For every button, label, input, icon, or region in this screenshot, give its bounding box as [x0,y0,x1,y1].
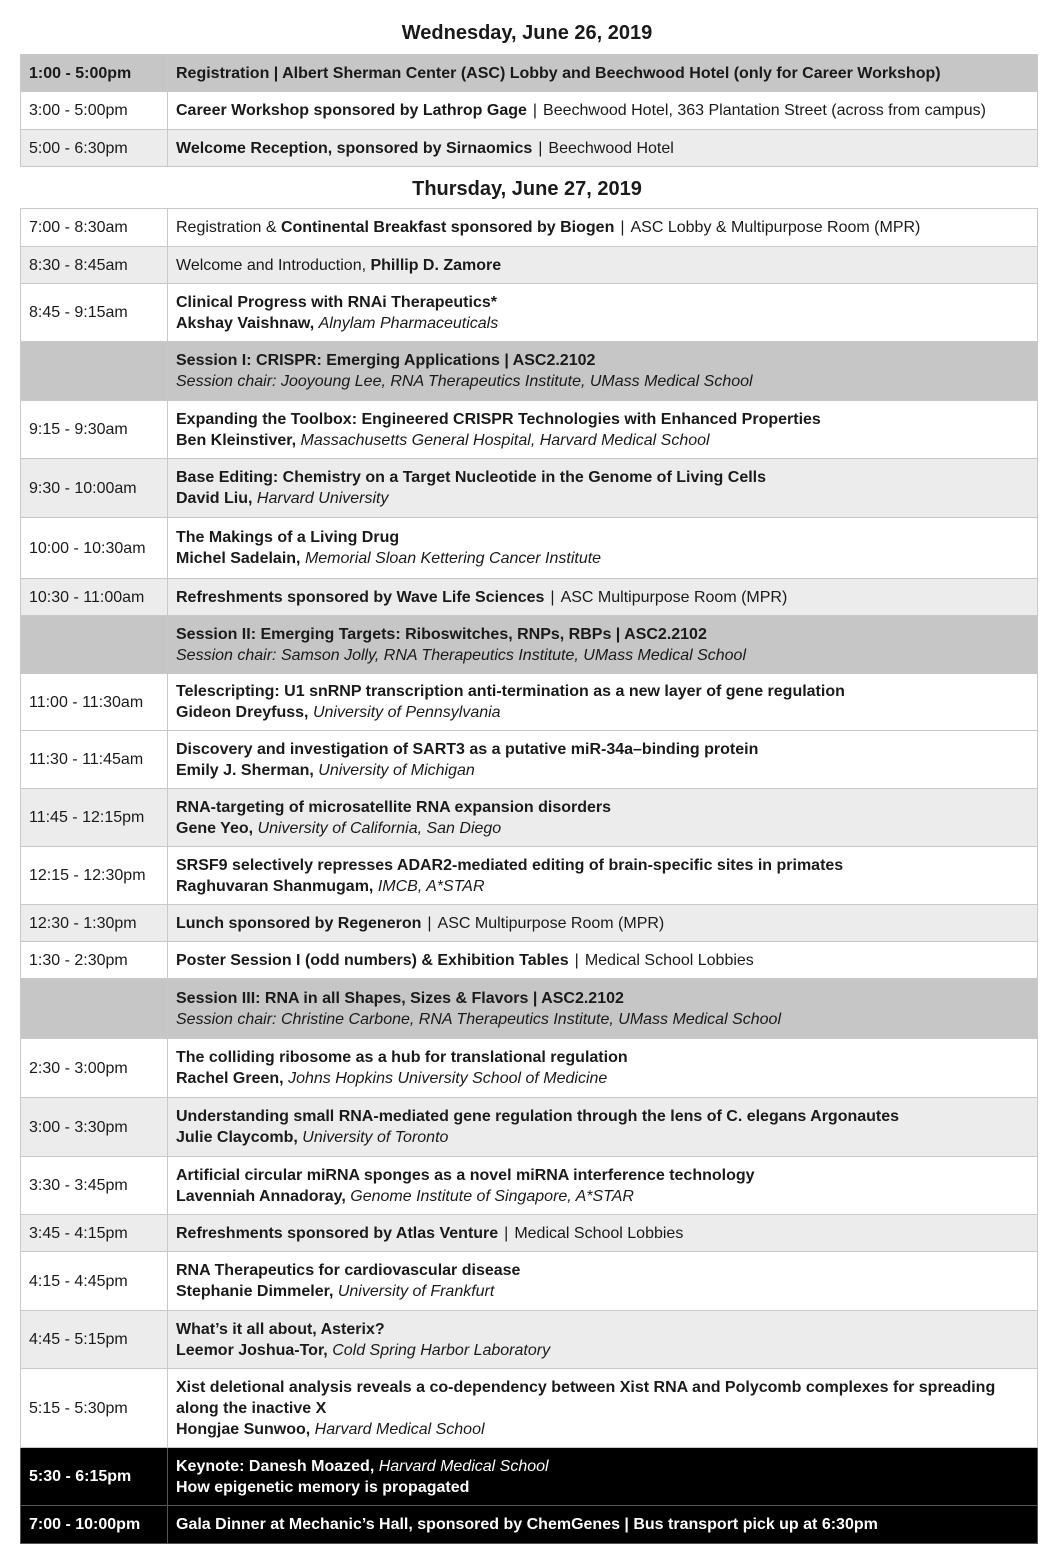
event-cell [168,789,1038,847]
time-cell: 11:00 - 11:30am [21,674,168,731]
time-cell: 7:00 - 10:00pm [21,1506,168,1544]
table-row [21,942,1038,979]
event-title: Registration | Albert Sherman Center (ASC) Lobby and Beechwood Hotel (only for Career Workshop) [176,64,941,82]
time-cell [21,616,168,674]
time-cell: 4:15 - 4:45pm [21,1252,168,1311]
time-cell: 3:30 - 3:45pm [21,1157,168,1215]
time-cell: 10:00 - 10:30am [21,518,168,579]
event-cell [168,55,1038,92]
talk-title: Discovery and investigation of SART3 as a putative miR-34a–binding protein [176,740,759,758]
talk-title: Expanding the Toolbox: Engineered CRISPR Technologies with Enhanced Properties [176,410,821,428]
talk-title: The Makings of a Living Drug [176,529,400,546]
time-cell: 12:30 - 1:30pm [21,905,168,942]
event-location: Beechwood Hotel, 363 Plantation Street (across from campus) [543,102,986,119]
session-title: Session I: CRISPR: Emerging Applications | ASC2.2102 [176,352,596,369]
event-cell [168,674,1038,731]
table-row [21,518,1038,579]
thursday-schedule-table [20,208,1038,1544]
time-cell: 8:30 - 8:45am [21,247,168,284]
speaker-affiliation: Harvard Medical School [378,1457,549,1475]
table-row [21,1369,1038,1448]
event-location: ASC Multipurpose Room (MPR) [437,914,665,932]
table-row [21,92,1038,130]
talk-title: Telescripting: U1 snRNP transcription anti-termination as a new layer of gene regulation [176,683,845,700]
speaker-affiliation: University of Michigan [318,761,475,779]
event-title: Lunch sponsored by Regeneron [176,914,422,932]
speaker-name: Michel Sadelain, [176,550,301,567]
event-cell: Career Workshop sponsored by Lathrop Gage | Beechwood Hotel, 363 Plantation Street (across from campus) [168,92,1038,130]
table-row [21,1098,1038,1157]
event-title: Welcome Reception, sponsored by Sirnaomics [176,139,533,157]
time-cell: 7:00 - 8:30am [21,209,168,247]
time-cell: 2:30 - 3:00pm [21,1039,168,1098]
table-row [21,731,1038,789]
speaker-name: Raghuvaran Shanmugam, [176,877,374,895]
table-row [21,1157,1038,1215]
talk-title: The colliding ribosome as a hub for translational regulation [176,1049,628,1066]
event-cell [168,616,1038,674]
event-cell [168,1369,1038,1448]
time-cell [21,979,168,1039]
time-cell: 9:30 - 10:00am [21,459,168,518]
table-row [21,789,1038,847]
speaker-affiliation: Alnylam Pharmaceuticals [318,314,499,332]
speaker-name: Emily J. Sherman, [176,761,314,779]
event-prefix: Registration & [176,219,277,236]
speaker-name: Ben Kleinstiver, [176,431,297,449]
talk-title: Understanding small RNA-mediated gene regulation through the lens of C. elegans Argonautes [176,1108,900,1125]
event-cell [168,1311,1038,1369]
event-location: ASC Multipurpose Room (MPR) [560,588,788,606]
speaker-name: Gideon Dreyfuss, [176,704,309,721]
event-cell: Poster Session I (odd numbers) & Exhibition Tables | Medical School Lobbies [168,942,1038,979]
time-cell: 5:00 - 6:30pm [21,130,168,167]
event-cell [168,247,1038,284]
table-row [21,847,1038,905]
event-cell: Welcome Reception, sponsored by Sirnaomics | Beechwood Hotel [168,130,1038,167]
time-cell: 4:45 - 5:15pm [21,1311,168,1369]
time-cell: 11:30 - 11:45am [21,731,168,789]
speaker-name: David Liu, [176,490,253,507]
event-cell [168,401,1038,459]
table-row [21,905,1038,942]
event-cell [168,1448,1038,1506]
event-location: Beechwood Hotel [548,139,674,157]
event-title: Continental Breakfast sponsored by Biogen [280,219,615,236]
table-row [21,209,1038,247]
time-cell: 11:45 - 12:15pm [21,789,168,847]
time-cell: 3:00 - 3:30pm [21,1098,168,1157]
table-row [21,1252,1038,1311]
table-row [21,401,1038,459]
wednesday-schedule-table [20,54,1038,167]
session-chair: Session chair: Jooyoung Lee, RNA Therapeutics Institute, UMass Medical School [176,373,753,390]
day-heading-thursday: Thursday, June 27, 2019 [412,178,642,200]
talk-title: What’s it all about, Asterix? [176,1320,385,1338]
speaker-name: Hongjae Sunwoo, [176,1420,311,1438]
talk-title: Xist deletional analysis reveals a co-dependency between Xist RNA and Polycomb complexes for spreading along the inactive X [176,1378,996,1417]
time-cell: 5:15 - 5:30pm [21,1369,168,1448]
table-row [21,284,1038,342]
event-cell [168,284,1038,342]
session-chair: Session chair: Christine Carbone, RNA Therapeutics Institute, UMass Medical School [176,1010,781,1028]
speaker-affiliation: Memorial Sloan Kettering Cancer Institute [304,550,602,567]
event-cell: Refreshments sponsored by Atlas Venture | Medical School Lobbies [168,1215,1038,1252]
speaker-name: Akshay Vaishnaw, [176,314,315,332]
event-title: Career Workshop sponsored by Lathrop Gage [176,102,527,119]
speaker-name: Leemor Joshua-Tor, [176,1341,328,1359]
table-row [21,55,1038,92]
session-chair: Session chair: Samson Jolly, RNA Therapeutics Institute, UMass Medical School [176,646,747,664]
table-row [21,674,1038,731]
event-cell [168,342,1038,401]
talk-title: Artificial circular miRNA sponges as a novel miRNA interference technology [176,1166,755,1184]
time-cell: 12:15 - 12:30pm [21,847,168,905]
keynote-subtitle: How epigenetic memory is propagated [176,1478,470,1496]
speaker-name: Rachel Green, [176,1070,284,1087]
event-cell [168,847,1038,905]
speaker-affiliation: Genome Institute of Singapore, A*STAR [350,1187,634,1205]
event-cell [168,1506,1038,1544]
time-cell: 9:15 - 9:30am [21,401,168,459]
table-row [21,247,1038,284]
gala-row [21,1506,1038,1544]
time-cell: 8:45 - 9:15am [21,284,168,342]
talk-title: Clinical Progress with RNAi Therapeutics* [176,293,497,311]
session-header-row [21,342,1038,401]
time-cell: 10:30 - 11:00am [21,579,168,616]
event-title: Phillip D. Zamore [370,256,502,274]
speaker-affiliation: IMCB, A*STAR [377,877,485,895]
speaker-affiliation: Harvard Medical School [314,1420,485,1438]
speaker-affiliation: University of Frankfurt [337,1283,495,1300]
event-cell: Registration & Continental Breakfast sponsored by Biogen | ASC Lobby & Multipurpose Room (MPR) [168,209,1038,247]
talk-title: RNA Therapeutics for cardiovascular disease [176,1262,521,1279]
time-cell: 3:45 - 4:15pm [21,1215,168,1252]
event-location: ASC Lobby & Multipurpose Room (MPR) [630,219,921,236]
speaker-name: Lavenniah Annadoray, [176,1187,346,1205]
event-location: Medical School Lobbies [514,1224,684,1242]
talk-title: RNA-targeting of microsatellite RNA expansion disorders [176,798,612,816]
event-cell [168,459,1038,518]
table-row [21,579,1038,616]
event-title: Refreshments sponsored by Wave Life Sciences [176,588,545,606]
day-heading-wednesday: Wednesday, June 26, 2019 [401,22,653,44]
keynote-title: Keynote: Danesh Moazed, [176,1457,375,1475]
time-cell: 1:30 - 2:30pm [21,942,168,979]
speaker-name: Gene Yeo, [176,819,254,837]
event-location: Medical School Lobbies [584,951,754,969]
table-row [21,130,1038,167]
event-cell [168,1252,1038,1311]
speaker-affiliation: University of Pennsylvania [312,704,501,721]
event-cell [168,1098,1038,1157]
table-row [21,459,1038,518]
time-cell: 1:00 - 5:00pm [21,55,168,92]
talk-title: SRSF9 selectively represses ADAR2-mediated editing of brain-specific sites in primates [176,856,844,874]
speaker-name: Stephanie Dimmeler, [176,1283,334,1300]
event-cell [168,731,1038,789]
speaker-affiliation: University of California, San Diego [257,819,502,837]
table-row [21,1039,1038,1098]
event-cell [168,518,1038,579]
session-title: Session III: RNA in all Shapes, Sizes & Flavors | ASC2.2102 [176,989,624,1007]
table-row [21,1311,1038,1369]
session-title: Session II: Emerging Targets: Riboswitches, RNPs, RBPs | ASC2.2102 [176,625,707,643]
speaker-affiliation: Harvard University [256,490,389,507]
session-header-row [21,616,1038,674]
speaker-affiliation: Massachusetts General Hospital, Harvard Medical School [300,431,710,449]
event-prefix: Welcome and Introduction, [176,256,367,274]
event-title: Refreshments sponsored by Atlas Venture [176,1224,499,1242]
speaker-affiliation: Johns Hopkins University School of Medicine [288,1070,608,1087]
event-cell [168,979,1038,1039]
speaker-name: Julie Claycomb, [176,1129,298,1146]
event-cell [168,1157,1038,1215]
event-cell [168,1039,1038,1098]
time-cell [21,342,168,401]
event-title: Poster Session I (odd numbers) & Exhibition Tables [176,951,569,969]
time-cell: 5:30 - 6:15pm [21,1448,168,1506]
speaker-affiliation: Cold Spring Harbor Laboratory [332,1341,551,1359]
event-cell: Lunch sponsored by Regeneron | ASC Multipurpose Room (MPR) [168,905,1038,942]
event-title: Gala Dinner at Mechanic’s Hall, sponsored by ChemGenes | Bus transport pick up at 6:30pm [176,1516,878,1533]
speaker-affiliation: University of Toronto [302,1129,449,1146]
keynote-row [21,1448,1038,1506]
table-row [21,1215,1038,1252]
talk-title: Base Editing: Chemistry on a Target Nucleotide in the Genome of Living Cells [176,469,767,486]
event-cell: Refreshments sponsored by Wave Life Sciences | ASC Multipurpose Room (MPR) [168,579,1038,616]
session-header-row [21,979,1038,1039]
time-cell: 3:00 - 5:00pm [21,92,168,130]
